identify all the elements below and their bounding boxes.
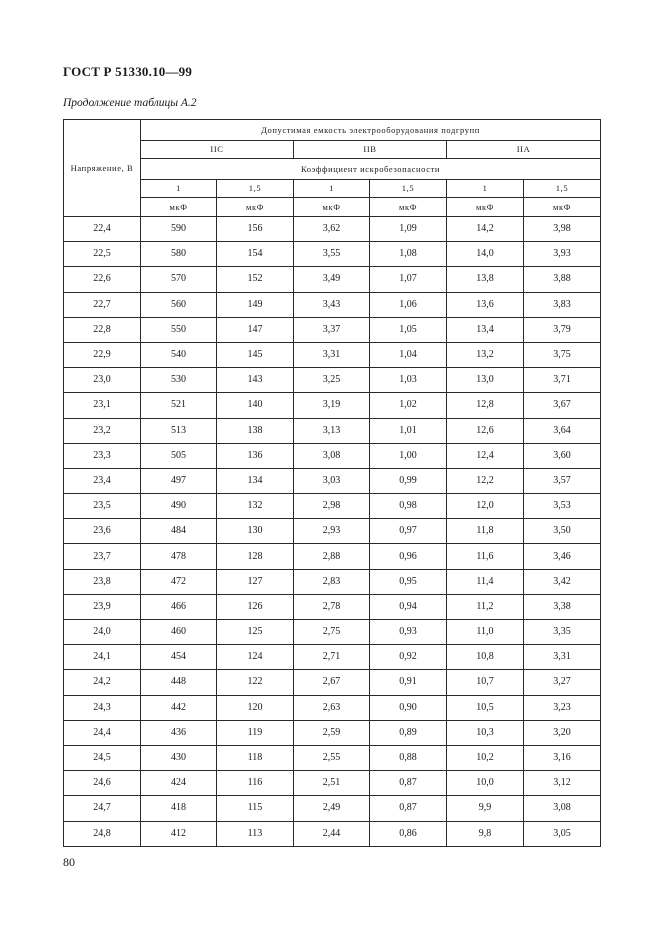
capacity-cell: 136: [217, 443, 294, 468]
capacity-cell: 138: [217, 418, 294, 443]
group-header-iia: IIA: [447, 141, 601, 159]
capacity-cell: 12,8: [447, 393, 524, 418]
table-row: [64, 443, 601, 468]
capacity-cell: 484: [141, 519, 217, 544]
capacity-header: Допустимая емкость электрооборудования подгрупп: [141, 120, 601, 141]
table-row: [64, 342, 601, 367]
table-row: [64, 217, 601, 242]
voltage-cell: 24,2: [64, 670, 141, 695]
capacity-cell: 122: [217, 670, 294, 695]
voltage-cell: 24,6: [64, 771, 141, 796]
capacity-cell: 14,0: [447, 242, 524, 267]
capacity-cell: 156: [217, 217, 294, 242]
capacity-cell: 2,55: [294, 745, 370, 770]
capacity-cell: 2,67: [294, 670, 370, 695]
unit-cell: мкФ: [370, 198, 447, 217]
capacity-cell: 412: [141, 821, 217, 846]
capacity-cell: 13,0: [447, 368, 524, 393]
capacity-cell: 0,86: [370, 821, 447, 846]
capacity-cell: 580: [141, 242, 217, 267]
capacity-cell: 113: [217, 821, 294, 846]
table-row: [64, 393, 601, 418]
capacity-cell: 0,95: [370, 569, 447, 594]
capacity-cell: 130: [217, 519, 294, 544]
coef-cell: 1,5: [524, 180, 601, 198]
capacity-cell: 10,8: [447, 645, 524, 670]
capacity-cell: 12,2: [447, 468, 524, 493]
capacity-cell: 497: [141, 468, 217, 493]
capacity-cell: 2,71: [294, 645, 370, 670]
capacity-cell: 145: [217, 342, 294, 367]
voltage-cell: 24,0: [64, 620, 141, 645]
capacity-table: [63, 119, 601, 847]
capacity-cell: 3,12: [524, 771, 601, 796]
capacity-cell: 3,37: [294, 317, 370, 342]
unit-cell: мкФ: [447, 198, 524, 217]
capacity-cell: 10,3: [447, 720, 524, 745]
capacity-cell: 2,49: [294, 796, 370, 821]
capacity-cell: 3,88: [524, 267, 601, 292]
capacity-cell: 3,35: [524, 620, 601, 645]
capacity-cell: 0,94: [370, 594, 447, 619]
capacity-cell: 3,55: [294, 242, 370, 267]
table-row: [64, 468, 601, 493]
capacity-cell: 147: [217, 317, 294, 342]
coef-cell: 1,5: [217, 180, 294, 198]
capacity-cell: 418: [141, 796, 217, 821]
table-row: [64, 317, 601, 342]
capacity-cell: 1,04: [370, 342, 447, 367]
capacity-cell: 3,05: [524, 821, 601, 846]
table-body: [64, 217, 601, 847]
capacity-cell: 120: [217, 695, 294, 720]
voltage-cell: 24,5: [64, 745, 141, 770]
coefficient-header: Коэффициент искробезопасности: [141, 159, 601, 180]
capacity-cell: 11,2: [447, 594, 524, 619]
voltage-cell: 24,7: [64, 796, 141, 821]
capacity-cell: 1,09: [370, 217, 447, 242]
capacity-cell: 3,42: [524, 569, 601, 594]
capacity-cell: 9,9: [447, 796, 524, 821]
capacity-cell: 1,06: [370, 292, 447, 317]
voltage-cell: 23,1: [64, 393, 141, 418]
capacity-cell: 13,4: [447, 317, 524, 342]
capacity-cell: 490: [141, 494, 217, 519]
table-row: [64, 418, 601, 443]
capacity-cell: 0,97: [370, 519, 447, 544]
capacity-cell: 143: [217, 368, 294, 393]
capacity-cell: 3,31: [294, 342, 370, 367]
table-row: [64, 544, 601, 569]
capacity-cell: 11,4: [447, 569, 524, 594]
voltage-cell: 23,5: [64, 494, 141, 519]
table-row: [64, 519, 601, 544]
coef-cell: 1: [447, 180, 524, 198]
table-row: [64, 720, 601, 745]
capacity-cell: 521: [141, 393, 217, 418]
voltage-cell: 22,8: [64, 317, 141, 342]
capacity-cell: 3,62: [294, 217, 370, 242]
group-header-iic: IIC: [141, 141, 294, 159]
capacity-cell: 1,00: [370, 443, 447, 468]
capacity-cell: 3,75: [524, 342, 601, 367]
coef-cell: 1: [294, 180, 370, 198]
group-header-iib: IIB: [294, 141, 447, 159]
capacity-cell: 0,91: [370, 670, 447, 695]
capacity-cell: 127: [217, 569, 294, 594]
voltage-cell: 22,4: [64, 217, 141, 242]
capacity-cell: 124: [217, 645, 294, 670]
table-header: [64, 120, 601, 217]
capacity-cell: 505: [141, 443, 217, 468]
capacity-cell: 9,8: [447, 821, 524, 846]
capacity-cell: 3,08: [524, 796, 601, 821]
table-row: [64, 569, 601, 594]
voltage-cell: 24,4: [64, 720, 141, 745]
capacity-cell: 590: [141, 217, 217, 242]
capacity-cell: 2,98: [294, 494, 370, 519]
table-row: [64, 267, 601, 292]
capacity-cell: 3,23: [524, 695, 601, 720]
table-row: [64, 796, 601, 821]
voltage-cell: 23,8: [64, 569, 141, 594]
capacity-cell: 1,07: [370, 267, 447, 292]
voltage-cell: 24,1: [64, 645, 141, 670]
capacity-cell: 134: [217, 468, 294, 493]
capacity-cell: 0,89: [370, 720, 447, 745]
capacity-cell: 0,87: [370, 771, 447, 796]
capacity-cell: 2,44: [294, 821, 370, 846]
capacity-cell: 3,31: [524, 645, 601, 670]
capacity-cell: 12,4: [447, 443, 524, 468]
capacity-cell: 125: [217, 620, 294, 645]
voltage-cell: 23,3: [64, 443, 141, 468]
table-row: [64, 695, 601, 720]
table-row: [64, 821, 601, 846]
capacity-cell: 3,38: [524, 594, 601, 619]
capacity-cell: 132: [217, 494, 294, 519]
capacity-cell: 3,25: [294, 368, 370, 393]
coef-cell: 1,5: [370, 180, 447, 198]
capacity-cell: 3,19: [294, 393, 370, 418]
capacity-cell: 13,8: [447, 267, 524, 292]
capacity-cell: 1,03: [370, 368, 447, 393]
capacity-cell: 560: [141, 292, 217, 317]
voltage-cell: 23,2: [64, 418, 141, 443]
unit-cell: мкФ: [217, 198, 294, 217]
capacity-cell: 11,0: [447, 620, 524, 645]
table-row: [64, 670, 601, 695]
capacity-cell: 0,92: [370, 645, 447, 670]
capacity-cell: 2,88: [294, 544, 370, 569]
capacity-cell: 1,05: [370, 317, 447, 342]
capacity-cell: 10,5: [447, 695, 524, 720]
capacity-cell: 3,60: [524, 443, 601, 468]
capacity-cell: 12,0: [447, 494, 524, 519]
capacity-cell: 2,51: [294, 771, 370, 796]
capacity-cell: 3,50: [524, 519, 601, 544]
table-row: [64, 368, 601, 393]
capacity-cell: 436: [141, 720, 217, 745]
capacity-cell: 3,57: [524, 468, 601, 493]
capacity-cell: 3,71: [524, 368, 601, 393]
capacity-cell: 3,67: [524, 393, 601, 418]
capacity-cell: 0,93: [370, 620, 447, 645]
page-number: 80: [63, 855, 75, 869]
capacity-cell: 116: [217, 771, 294, 796]
capacity-cell: 460: [141, 620, 217, 645]
capacity-cell: 3,16: [524, 745, 601, 770]
capacity-cell: 13,2: [447, 342, 524, 367]
voltage-cell: 22,5: [64, 242, 141, 267]
voltage-cell: 23,0: [64, 368, 141, 393]
capacity-cell: 2,63: [294, 695, 370, 720]
capacity-cell: 3,79: [524, 317, 601, 342]
capacity-cell: 570: [141, 267, 217, 292]
voltage-cell: 22,6: [64, 267, 141, 292]
capacity-cell: 14,2: [447, 217, 524, 242]
capacity-cell: 3,03: [294, 468, 370, 493]
table-row: [64, 242, 601, 267]
table-row: [64, 645, 601, 670]
capacity-cell: 3,93: [524, 242, 601, 267]
voltage-cell: 23,9: [64, 594, 141, 619]
voltage-cell: 22,9: [64, 342, 141, 367]
capacity-cell: 3,83: [524, 292, 601, 317]
table-row: [64, 594, 601, 619]
capacity-cell: 128: [217, 544, 294, 569]
table-row: [64, 771, 601, 796]
document-code: ГОСТ Р 51330.10—99: [63, 64, 193, 79]
voltage-cell: 22,7: [64, 292, 141, 317]
unit-cell: мкФ: [524, 198, 601, 217]
capacity-cell: 126: [217, 594, 294, 619]
capacity-cell: 513: [141, 418, 217, 443]
capacity-cell: 3,13: [294, 418, 370, 443]
capacity-cell: 3,20: [524, 720, 601, 745]
capacity-cell: 13,6: [447, 292, 524, 317]
capacity-cell: 115: [217, 796, 294, 821]
capacity-cell: 0,90: [370, 695, 447, 720]
table-row: [64, 494, 601, 519]
table-row: [64, 745, 601, 770]
capacity-cell: 154: [217, 242, 294, 267]
capacity-cell: 478: [141, 544, 217, 569]
capacity-cell: 149: [217, 292, 294, 317]
capacity-cell: 152: [217, 267, 294, 292]
capacity-cell: 12,6: [447, 418, 524, 443]
capacity-cell: 3,49: [294, 267, 370, 292]
capacity-cell: 448: [141, 670, 217, 695]
capacity-cell: 2,93: [294, 519, 370, 544]
capacity-cell: 0,96: [370, 544, 447, 569]
capacity-cell: 3,98: [524, 217, 601, 242]
capacity-cell: 118: [217, 745, 294, 770]
capacity-cell: 3,46: [524, 544, 601, 569]
capacity-cell: 11,6: [447, 544, 524, 569]
capacity-cell: 2,75: [294, 620, 370, 645]
capacity-cell: 540: [141, 342, 217, 367]
capacity-cell: 472: [141, 569, 217, 594]
capacity-cell: 2,59: [294, 720, 370, 745]
capacity-cell: 2,78: [294, 594, 370, 619]
unit-cell: мкФ: [294, 198, 370, 217]
capacity-cell: 2,83: [294, 569, 370, 594]
voltage-cell: 23,6: [64, 519, 141, 544]
table-caption: Продолжение таблицы А.2: [63, 97, 197, 109]
capacity-cell: 3,53: [524, 494, 601, 519]
capacity-cell: 442: [141, 695, 217, 720]
capacity-cell: 1,01: [370, 418, 447, 443]
capacity-cell: 550: [141, 317, 217, 342]
capacity-cell: 140: [217, 393, 294, 418]
capacity-cell: 119: [217, 720, 294, 745]
voltage-cell: 24,3: [64, 695, 141, 720]
capacity-cell: 3,43: [294, 292, 370, 317]
voltage-column-header: Напряжение, В: [64, 120, 141, 217]
capacity-cell: 3,64: [524, 418, 601, 443]
table-row: [64, 292, 601, 317]
capacity-cell: 3,08: [294, 443, 370, 468]
capacity-cell: 0,88: [370, 745, 447, 770]
capacity-cell: 1,08: [370, 242, 447, 267]
capacity-cell: 424: [141, 771, 217, 796]
coef-cell: 1: [141, 180, 217, 198]
capacity-cell: 3,27: [524, 670, 601, 695]
voltage-cell: 24,8: [64, 821, 141, 846]
capacity-cell: 530: [141, 368, 217, 393]
capacity-cell: 466: [141, 594, 217, 619]
capacity-cell: 0,98: [370, 494, 447, 519]
voltage-cell: 23,4: [64, 468, 141, 493]
voltage-cell: 23,7: [64, 544, 141, 569]
capacity-cell: 11,8: [447, 519, 524, 544]
capacity-cell: 454: [141, 645, 217, 670]
capacity-cell: 10,7: [447, 670, 524, 695]
capacity-cell: 10,0: [447, 771, 524, 796]
table-row: [64, 620, 601, 645]
capacity-cell: 0,99: [370, 468, 447, 493]
capacity-cell: 10,2: [447, 745, 524, 770]
capacity-cell: 0,87: [370, 796, 447, 821]
capacity-cell: 1,02: [370, 393, 447, 418]
unit-cell: мкФ: [141, 198, 217, 217]
capacity-cell: 430: [141, 745, 217, 770]
